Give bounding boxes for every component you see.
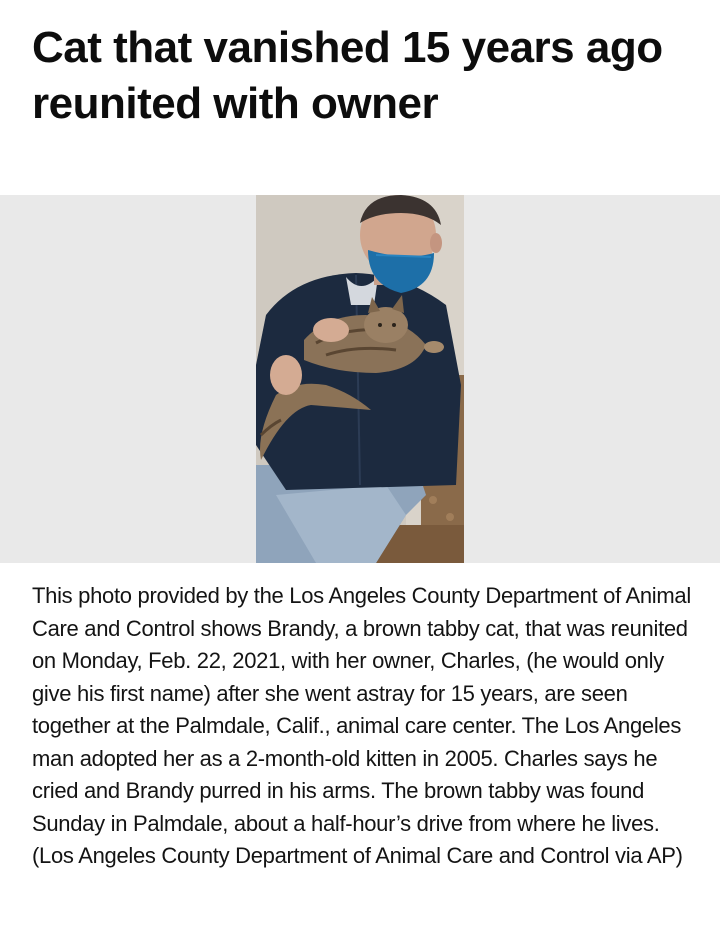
article-photo[interactable] (256, 195, 464, 563)
photo-caption: This photo provided by the Los Angeles County Department of Animal Care and Control shows Brandy, a brown tabby cat, that was reunited on Monday, Feb. 22, 2021, with her owner, Charles, (he would only give his first name) after she went astray for 15 years, are seen together at the Palmdale, Calif., animal care center. The Los Angeles man adopted her as a 2-month-old kitten in 2005. Charles says he cried and Brandy purred in his arms. The brown tabby was found Sunday in Palmdale, about a half-hour’s drive from where he lives. (Los Angeles County Department of Animal Care and Control via AP) (32, 583, 691, 868)
photo-illustration (256, 195, 464, 563)
article-headline: Cat that vanished 15 years ago reunited with owner (32, 23, 663, 128)
photo-band (0, 195, 720, 563)
